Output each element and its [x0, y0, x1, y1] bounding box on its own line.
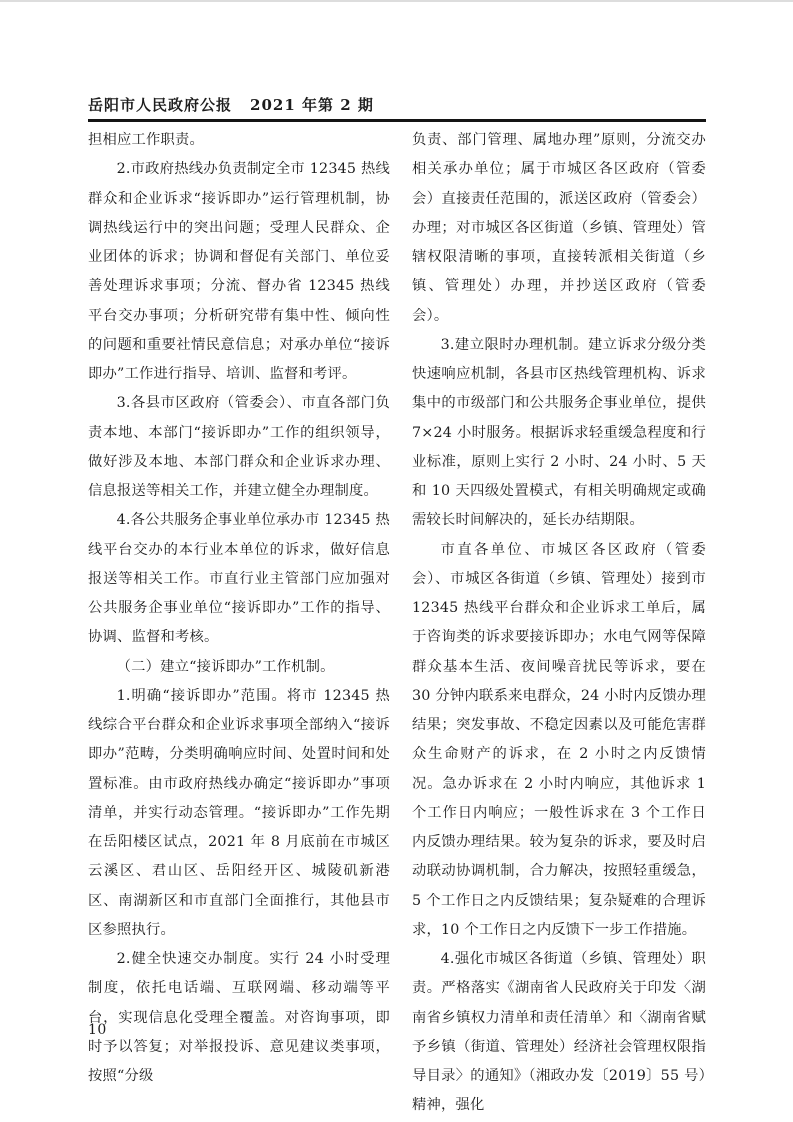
- page-number: 10: [88, 1022, 107, 1038]
- paragraph: 3.各县市区政府（管委会）、市直各部门负责本地、本部门“接诉即办”工作的组织领导，做好涉及本地、本部门群众和企业诉求办理、信息报送等相关工作，并建立健全办理制度。: [88, 395, 390, 499]
- section-heading: （二）建立“接诉即办”工作机制。: [116, 658, 335, 675]
- paragraph: 4.各公共服务企事业单位承办市 12345 热线平台交办的本行业本单位的诉求，做好信息报送等相关工作。市直行业主管部门应加强对公共服务企事业单位“接诉即办”工作的指导、协调、监督和考核。: [88, 512, 390, 646]
- header-title: 岳阳市人民政府公报: [88, 96, 233, 114]
- paragraph: 4.强化市城区各街道（乡镇、管理处）职责。严格落实《湖南省人民政府关于印发〈湖南省乡镇权力清单和责任清单〉和〈湖南省赋予乡镇（街道、管理处）经济社会管理权限指导目录〉的通知》（湘政办发〔2019〕55 号）精神，强化: [412, 951, 706, 1114]
- paragraph: 2.健全快速交办制度。实行 24 小时受理制度，依托电话端、互联网端、移动端等平台，实现信息化受理全覆盖。对咨询事项，即时予以答复；对举报投诉、意见建议类事项，按照“分级: [88, 951, 390, 1084]
- paragraph: 负责、部门管理、属地办理”原则，分流交办相关承办单位；属于市城区各区政府（管委会）直接责任范围的，派送区政府（管委会）办理；对市城区各区街道（乡镇、管理处）管辖权限清晰的事项，直接转派相关街道（乡镇、管理处）办理，并抄送区政府（管委会）。: [412, 132, 706, 324]
- paragraph: 3.建立限时办理机制。建立诉求分级分类快速响应机制，各县市区热线管理机构、诉求集中的市级部门和公共服务企事业单位，提供 7×24 小时服务。根据诉求轻重缓急程度和行业标准，原则上实行 2 小时、24 小时、5 天和 10 天四级处置模式，有相关明确规定或确需较长时间解决的，延长办结期限。: [412, 336, 706, 529]
- left-column: [88, 126, 390, 1121]
- scan-edge-line: [0, 0, 793, 2]
- header-rule: [88, 119, 706, 122]
- paragraph: 1.明确“接诉即办”范围。将市 12345 热线综合平台群众和企业诉求事项全部纳入“接诉即办”范畴，分类明确响应时间、处置时间和处置标准。由市政府热线办确定“接诉即办”事项清单，并实行动态管理。“接诉即办”工作先期在岳阳楼区试点，2021 年 8 月底前在市城区云溪区、君山区、岳阳经开区、城陵矶新港区、南湖新区和市直部门全面推行，其他县市区参照执行。: [88, 687, 390, 938]
- header-issue: 2021 年第 2 期: [250, 96, 374, 114]
- page-content: [88, 126, 706, 1121]
- page-header: [88, 94, 706, 115]
- paragraph: 2.市政府热线办负责制定全市 12345 热线群众和企业诉求“接诉即办”运行管理机制，协调热线运行中的突出问题；受理人民群众、企业团体的诉求；协调和督促有关部门、单位妥善处理诉求事项；分流、督办省 12345 热线平台交办事项；分析研究带有集中性、倾向性的问题和重要社情民意信息；对承办单位“接诉即办”工作进行指导、培训、监督和考评。: [88, 161, 390, 382]
- paragraph: 市直各单位、市城区各区政府（管委会）、市城区各街道（乡镇、管理处）接到市 12345 热线平台群众和企业诉求工单后，属于咨询类的诉求要接诉即办；水电气网等保障群众基本生活、夜间噪音扰民等诉求，要在 30 分钟内联系来电群众，24 小时内反馈办理结果；突发事故、不稳定因素以及可能危害群众生命财产的诉求，在 2 小时之内反馈情况。急办诉求在 2 小时内响应，其他诉求 1 个工作日内响应；一般性诉求在 3 个工作日内反馈办理结果。较为复杂的诉求，要及时启动联动协调机制，合力解决，按照轻重缓急，5 个工作日之内反馈结果；复杂疑难的合理诉求，10 个工作日之内反馈下一步工作措施。: [412, 541, 706, 938]
- paragraph: 担相应工作职责。: [88, 132, 204, 148]
- right-column: [412, 126, 706, 1121]
